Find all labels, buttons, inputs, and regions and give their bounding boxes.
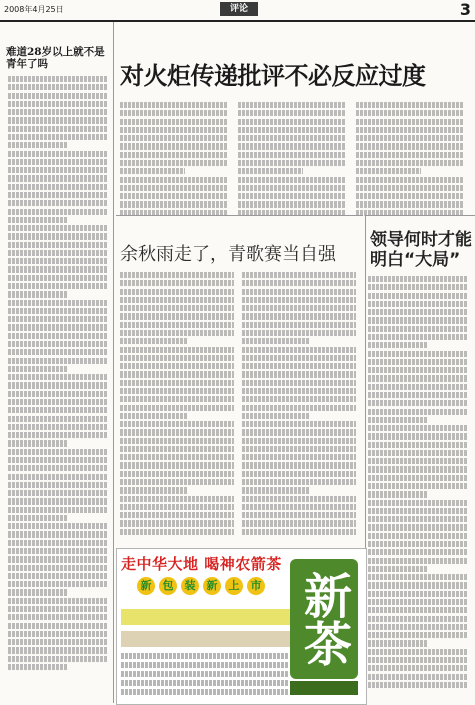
text-line-placeholder <box>8 349 107 355</box>
text-line-placeholder <box>368 301 468 307</box>
text-line-placeholder <box>120 421 234 427</box>
text-line-placeholder <box>368 293 468 299</box>
text-line-placeholder <box>368 566 428 572</box>
text-line-placeholder <box>8 333 107 339</box>
text-line-placeholder <box>120 297 234 303</box>
text-line-placeholder <box>242 454 356 460</box>
text-line-placeholder <box>368 466 468 472</box>
text-line-placeholder <box>8 175 107 181</box>
text-line-placeholder <box>120 380 234 386</box>
text-line-placeholder <box>242 405 356 411</box>
text-line-placeholder <box>120 520 234 526</box>
text-line-placeholder <box>242 371 356 377</box>
text-line-placeholder <box>356 177 464 183</box>
text-line-placeholder <box>120 355 234 361</box>
text-line-placeholder <box>8 217 67 223</box>
text-line-placeholder <box>8 474 107 480</box>
text-line-placeholder <box>120 160 228 166</box>
text-line-placeholder <box>8 531 107 537</box>
text-line-placeholder <box>120 152 228 158</box>
text-line-placeholder <box>368 674 468 680</box>
text-line-placeholder <box>8 556 107 562</box>
text-line-placeholder <box>242 363 356 369</box>
ad-pack-char: 上 <box>225 577 243 595</box>
text-line-placeholder <box>120 454 234 460</box>
text-line-placeholder <box>368 516 468 522</box>
text-line-placeholder <box>120 496 234 502</box>
middle-article-headline: 余秋雨走了，青歌赛当自强 <box>120 244 336 265</box>
text-line-placeholder <box>8 109 107 115</box>
text-line-placeholder <box>8 151 107 157</box>
text-line-placeholder <box>242 322 356 328</box>
text-line-placeholder <box>8 482 107 488</box>
text-line-placeholder <box>368 409 468 415</box>
text-line-placeholder <box>356 152 464 158</box>
text-line-placeholder <box>8 440 67 446</box>
text-line-placeholder <box>8 366 67 372</box>
text-line-placeholder <box>368 524 468 530</box>
text-line-placeholder <box>368 392 468 398</box>
text-line-placeholder <box>368 400 468 406</box>
text-line-placeholder <box>242 355 356 361</box>
text-line-placeholder <box>242 479 356 485</box>
text-line-placeholder <box>8 291 67 297</box>
text-line-placeholder <box>8 548 107 554</box>
text-line-placeholder <box>368 417 428 423</box>
text-line-placeholder <box>120 193 228 199</box>
text-line-placeholder <box>8 606 107 612</box>
text-line-placeholder <box>8 134 107 140</box>
text-line-placeholder <box>368 326 468 332</box>
text-line-placeholder <box>242 338 310 344</box>
text-line-placeholder <box>238 177 346 183</box>
left-article-body <box>0 70 113 670</box>
text-line-placeholder <box>8 225 107 231</box>
text-line-placeholder <box>8 258 107 264</box>
text-line-placeholder <box>368 599 468 605</box>
text-line-placeholder <box>368 649 468 655</box>
text-line-placeholder <box>368 682 468 688</box>
text-line-placeholder <box>368 342 428 348</box>
text-line-placeholder <box>8 159 107 165</box>
text-line-placeholder <box>120 119 228 125</box>
text-line-placeholder <box>242 421 356 427</box>
text-line-placeholder <box>356 119 464 125</box>
text-line-placeholder <box>368 317 468 323</box>
text-line-placeholder <box>8 101 107 107</box>
text-line-placeholder <box>8 242 107 248</box>
text-line-placeholder <box>242 313 356 319</box>
ad-title: 走中华大地 喝神农箭茶 <box>121 555 282 573</box>
text-line-placeholder <box>238 185 346 191</box>
text-line-placeholder <box>242 504 356 510</box>
text-line-placeholder <box>8 565 107 571</box>
text-line-placeholder <box>238 168 303 174</box>
text-line-placeholder <box>356 143 464 149</box>
text-line-placeholder <box>120 413 188 419</box>
text-line-placeholder <box>120 363 234 369</box>
text-line-placeholder <box>8 664 67 670</box>
text-line-placeholder <box>368 375 468 381</box>
text-line-placeholder <box>242 512 356 518</box>
text-line-placeholder <box>238 135 346 141</box>
ad-tea-logo-text: 新茶 <box>295 571 352 667</box>
text-line-placeholder <box>356 160 464 166</box>
text-line-placeholder <box>120 313 234 319</box>
text-line-placeholder <box>8 424 107 430</box>
text-line-placeholder <box>368 284 468 290</box>
text-line-placeholder <box>356 185 464 191</box>
text-line-placeholder <box>120 102 228 108</box>
ad-tea-logo <box>290 559 358 679</box>
ad-pack-char: 装 <box>181 577 199 595</box>
text-line-placeholder <box>8 382 107 388</box>
text-line-placeholder <box>8 142 67 148</box>
text-line-placeholder <box>8 84 107 90</box>
text-line-placeholder <box>8 93 107 99</box>
text-line-placeholder <box>120 405 234 411</box>
text-line-placeholder <box>120 438 234 444</box>
ad-promo-line-1 <box>121 609 290 625</box>
text-line-placeholder <box>8 639 107 645</box>
text-line-placeholder <box>368 665 468 671</box>
middle-article <box>116 215 363 548</box>
text-line-placeholder <box>8 465 107 471</box>
text-line-placeholder <box>368 657 468 663</box>
text-line-placeholder <box>8 250 107 256</box>
text-line-placeholder <box>120 338 188 344</box>
text-line-placeholder <box>356 127 464 133</box>
text-line-placeholder <box>242 305 356 311</box>
ad-pack-char: 新 <box>203 577 221 595</box>
text-line-placeholder <box>8 117 107 123</box>
page-number: 3 <box>459 0 471 19</box>
text-line-placeholder <box>368 442 468 448</box>
text-line-placeholder <box>120 289 234 295</box>
text-line-placeholder <box>242 520 356 526</box>
text-line-placeholder <box>8 449 107 455</box>
text-line-placeholder <box>8 200 107 206</box>
text-line-placeholder <box>242 380 356 386</box>
text-line-placeholder <box>368 433 468 439</box>
text-line-placeholder <box>8 167 107 173</box>
text-line-placeholder <box>120 471 234 477</box>
text-line-placeholder <box>8 540 107 546</box>
right-article-headline: 领导何时才能明白“大局” <box>370 230 472 270</box>
ad-pack-char: 新 <box>137 577 155 595</box>
text-line-placeholder <box>8 358 107 364</box>
text-line-placeholder <box>8 416 107 422</box>
text-line-placeholder <box>356 135 464 141</box>
text-line-placeholder <box>120 462 234 468</box>
text-line-placeholder <box>8 233 107 239</box>
text-line-placeholder <box>8 581 107 587</box>
text-line-placeholder <box>356 102 464 108</box>
text-line-placeholder <box>120 110 228 116</box>
text-line-placeholder <box>8 490 107 496</box>
ad-pack-char: 市 <box>247 577 265 595</box>
text-line-placeholder <box>8 507 107 513</box>
text-line-placeholder <box>368 582 468 588</box>
ad-pack-char: 包 <box>159 577 177 595</box>
text-line-placeholder <box>356 168 421 174</box>
ad-company-plate <box>290 681 358 695</box>
text-line-placeholder <box>121 671 289 677</box>
text-line-placeholder <box>368 425 468 431</box>
text-line-placeholder <box>368 491 428 497</box>
text-line-placeholder <box>368 367 468 373</box>
right-article-body <box>368 276 468 690</box>
text-line-placeholder <box>238 127 346 133</box>
text-line-placeholder <box>368 558 468 564</box>
text-line-placeholder <box>242 272 356 278</box>
text-line-placeholder <box>356 110 464 116</box>
text-line-placeholder <box>8 283 107 289</box>
text-line-placeholder <box>238 152 346 158</box>
text-line-placeholder <box>8 515 67 521</box>
text-line-placeholder <box>8 457 107 463</box>
text-line-placeholder <box>120 201 228 207</box>
issue-date: 2008年4月25日 <box>4 5 64 14</box>
text-line-placeholder <box>120 177 228 183</box>
right-article <box>365 215 475 698</box>
text-line-placeholder <box>368 500 468 506</box>
text-line-placeholder <box>120 479 234 485</box>
text-line-placeholder <box>8 192 107 198</box>
text-line-placeholder <box>120 347 234 353</box>
text-line-placeholder <box>242 438 356 444</box>
text-line-placeholder <box>368 549 468 555</box>
text-line-placeholder <box>356 201 464 207</box>
page-header <box>0 0 475 22</box>
text-line-placeholder <box>368 541 468 547</box>
text-line-placeholder <box>368 359 468 365</box>
text-line-placeholder <box>121 689 289 695</box>
text-line-placeholder <box>368 384 468 390</box>
text-line-placeholder <box>120 330 234 336</box>
text-line-placeholder <box>242 471 356 477</box>
text-line-placeholder <box>8 391 107 397</box>
text-line-placeholder <box>8 324 107 330</box>
text-line-placeholder <box>120 322 234 328</box>
text-line-placeholder <box>8 598 107 604</box>
text-line-placeholder <box>242 429 356 435</box>
text-line-placeholder <box>238 193 346 199</box>
text-line-placeholder <box>368 483 468 489</box>
text-line-placeholder <box>120 135 228 141</box>
text-line-placeholder <box>8 275 107 281</box>
text-line-placeholder <box>8 407 107 413</box>
text-line-placeholder <box>120 127 228 133</box>
text-line-placeholder <box>8 316 107 322</box>
top-article-headline: 对火炬传递批评不必反应过度 <box>120 62 426 90</box>
text-line-placeholder <box>120 185 228 191</box>
text-line-placeholder <box>8 184 107 190</box>
text-line-placeholder <box>8 399 107 405</box>
text-line-placeholder <box>8 300 107 306</box>
text-line-placeholder <box>368 334 468 340</box>
text-line-placeholder <box>242 297 356 303</box>
text-line-placeholder <box>242 347 356 353</box>
text-line-placeholder <box>238 143 346 149</box>
text-line-placeholder <box>120 371 234 377</box>
ad-address-block <box>121 653 289 698</box>
text-line-placeholder <box>242 487 310 493</box>
text-line-placeholder <box>8 614 107 620</box>
text-line-placeholder <box>242 388 356 394</box>
text-line-placeholder <box>8 656 107 662</box>
text-line-placeholder <box>242 280 356 286</box>
text-line-placeholder <box>120 446 234 452</box>
text-line-placeholder <box>368 632 468 638</box>
text-line-placeholder <box>238 160 346 166</box>
text-line-placeholder <box>368 450 468 456</box>
top-article <box>116 22 475 212</box>
section-badge: 评论 <box>220 2 258 16</box>
text-line-placeholder <box>368 624 468 630</box>
text-line-placeholder <box>242 413 310 419</box>
text-line-placeholder <box>8 631 107 637</box>
ad-promo-line-2 <box>121 631 290 647</box>
text-line-placeholder <box>238 201 346 207</box>
text-line-placeholder <box>242 396 356 402</box>
text-line-placeholder <box>242 496 356 502</box>
text-line-placeholder <box>121 653 289 659</box>
text-line-placeholder <box>120 168 185 174</box>
text-line-placeholder <box>242 462 356 468</box>
text-line-placeholder <box>368 533 468 539</box>
text-line-placeholder <box>368 640 428 646</box>
text-line-placeholder <box>120 396 234 402</box>
text-line-placeholder <box>8 589 67 595</box>
text-line-placeholder <box>8 76 107 82</box>
text-line-placeholder <box>368 591 468 597</box>
ad-new-package-row <box>137 577 265 595</box>
text-line-placeholder <box>242 446 356 452</box>
text-line-placeholder <box>356 193 464 199</box>
text-line-placeholder <box>121 662 289 668</box>
text-line-placeholder <box>8 523 107 529</box>
text-line-placeholder <box>120 512 234 518</box>
tea-advertisement <box>116 548 367 705</box>
left-article-headline-main: 难道28岁以上就不是青年了吗 <box>6 46 105 70</box>
text-line-placeholder <box>368 475 468 481</box>
text-line-placeholder <box>8 573 107 579</box>
text-line-placeholder <box>120 280 234 286</box>
text-line-placeholder <box>368 607 468 613</box>
text-line-placeholder <box>368 616 468 622</box>
text-line-placeholder <box>368 276 468 282</box>
text-line-placeholder <box>8 647 107 653</box>
text-line-placeholder <box>120 272 234 278</box>
text-line-placeholder <box>120 529 234 535</box>
text-line-placeholder <box>8 266 107 272</box>
text-line-placeholder <box>120 429 234 435</box>
text-line-placeholder <box>368 508 468 514</box>
text-line-placeholder <box>8 308 107 314</box>
text-line-placeholder <box>8 623 107 629</box>
text-line-placeholder <box>242 289 356 295</box>
text-line-placeholder <box>368 309 468 315</box>
text-line-placeholder <box>8 374 107 380</box>
text-line-placeholder <box>368 458 468 464</box>
text-line-placeholder <box>8 432 107 438</box>
text-line-placeholder <box>120 143 228 149</box>
text-line-placeholder <box>121 680 289 686</box>
text-line-placeholder <box>242 529 356 535</box>
text-line-placeholder <box>120 487 188 493</box>
text-line-placeholder <box>242 330 356 336</box>
text-line-placeholder <box>238 110 346 116</box>
text-line-placeholder <box>120 305 234 311</box>
text-line-placeholder <box>368 574 468 580</box>
text-line-placeholder <box>8 341 107 347</box>
left-article <box>0 22 114 703</box>
text-line-placeholder <box>120 388 234 394</box>
text-line-placeholder <box>8 126 107 132</box>
text-line-placeholder <box>238 119 346 125</box>
text-line-placeholder <box>8 209 107 215</box>
text-line-placeholder <box>238 102 346 108</box>
text-line-placeholder <box>120 504 234 510</box>
left-article-headline <box>0 22 113 70</box>
text-line-placeholder <box>8 498 107 504</box>
text-line-placeholder <box>368 351 468 357</box>
